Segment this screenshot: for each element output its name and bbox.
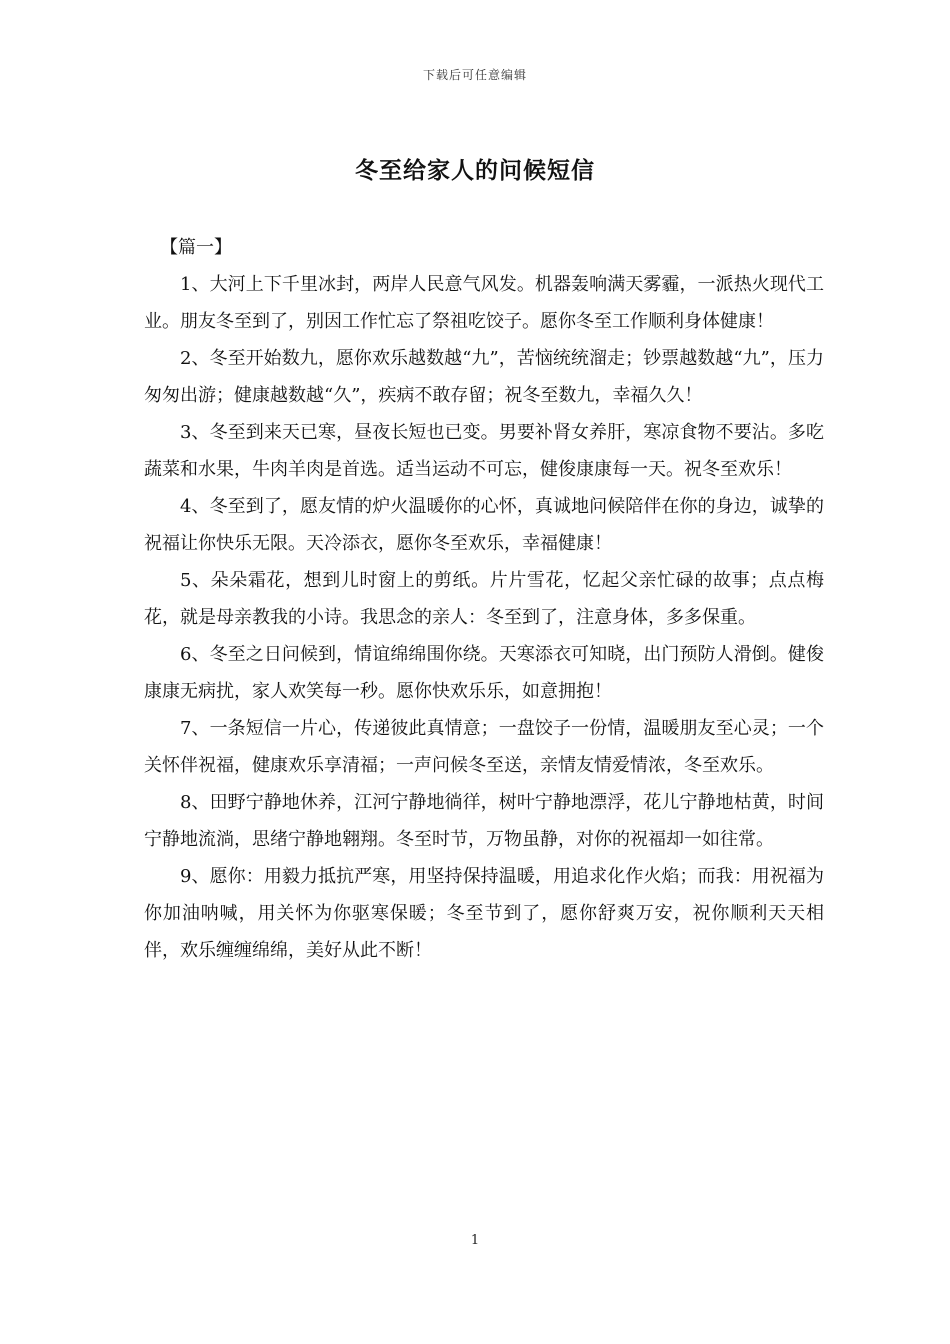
paragraph-4: 4、冬至到了，愿友情的炉火温暖你的心怀，真诚地问候陪伴在你的身边，诚挚的祝福让你快乐无限。天冷添衣，愿你冬至欢乐，幸福健康！ (144, 496, 824, 554)
paragraph-5: 5、朵朵霜花，想到儿时窗上的剪纸。片片雪花，忆起父亲忙碌的故事；点点梅花，就是母亲教我的小诗。我思念的亲人：冬至到了，注意身体，多多保重。 (144, 570, 824, 628)
paragraph-8: 8、田野宁静地休养，江河宁静地徜徉，树叶宁静地漂浮，花儿宁静地枯黄，时间宁静地流淌，思绪宁静地翱翔。冬至时节，万物虽静，对你的祝福却一如往常。 (144, 792, 824, 850)
paragraph-9: 9、愿你：用毅力抵抗严寒，用坚持保持温暖，用追求化作火焰；而我：用祝福为你加油呐喊，用关怀为你驱寒保暖；冬至节到了，愿你舒爽万安，祝你顺利天天相伴，欢乐缠缠绵绵，美好从此不断！ (144, 866, 824, 961)
document-title: 冬至给家人的问候短信 (355, 157, 595, 184)
paragraph-6: 6、冬至之日问候到，情谊绵绵围你绕。天寒添衣可知晓，出门预防人滑倒。健俊康康无病扰，家人欢笑每一秒。愿你快欢乐乐，如意拥抱！ (144, 644, 824, 702)
page-number: 1 (470, 1233, 480, 1248)
document-body (144, 230, 824, 969)
paragraph-3: 3、冬至到来天已寒，昼夜长短也已变。男要补肾女养肝，寒凉食物不要沾。多吃蔬菜和水果，牛肉羊肉是首选。适当运动不可忘，健俊康康每一天。祝冬至欢乐！ (144, 422, 824, 480)
page-header-note: 下载后可任意编辑 (422, 68, 527, 82)
section-label: 【篇一】 (160, 237, 232, 258)
paragraph-2: 2、冬至开始数九，愿你欢乐越数越“九”，苦恼统统溜走；钞票越数越“九”，压力匆匆出游；健康越数越“久”，疾病不敢存留；祝冬至数九，幸福久久！ (144, 348, 824, 406)
paragraph-1: 1、大河上下千里冰封，两岸人民意气风发。机器轰响满天雾霾，一派热火现代工业。朋友冬至到了，别因工作忙忘了祭祖吃饺子。愿你冬至工作顺利身体健康！ (144, 274, 824, 332)
paragraph-7: 7、一条短信一片心，传递彼此真情意；一盘饺子一份情，温暖朋友至心灵；一个关怀伴祝福，健康欢乐享清福；一声问候冬至送，亲情友情爱情浓，冬至欢乐。 (144, 718, 824, 776)
